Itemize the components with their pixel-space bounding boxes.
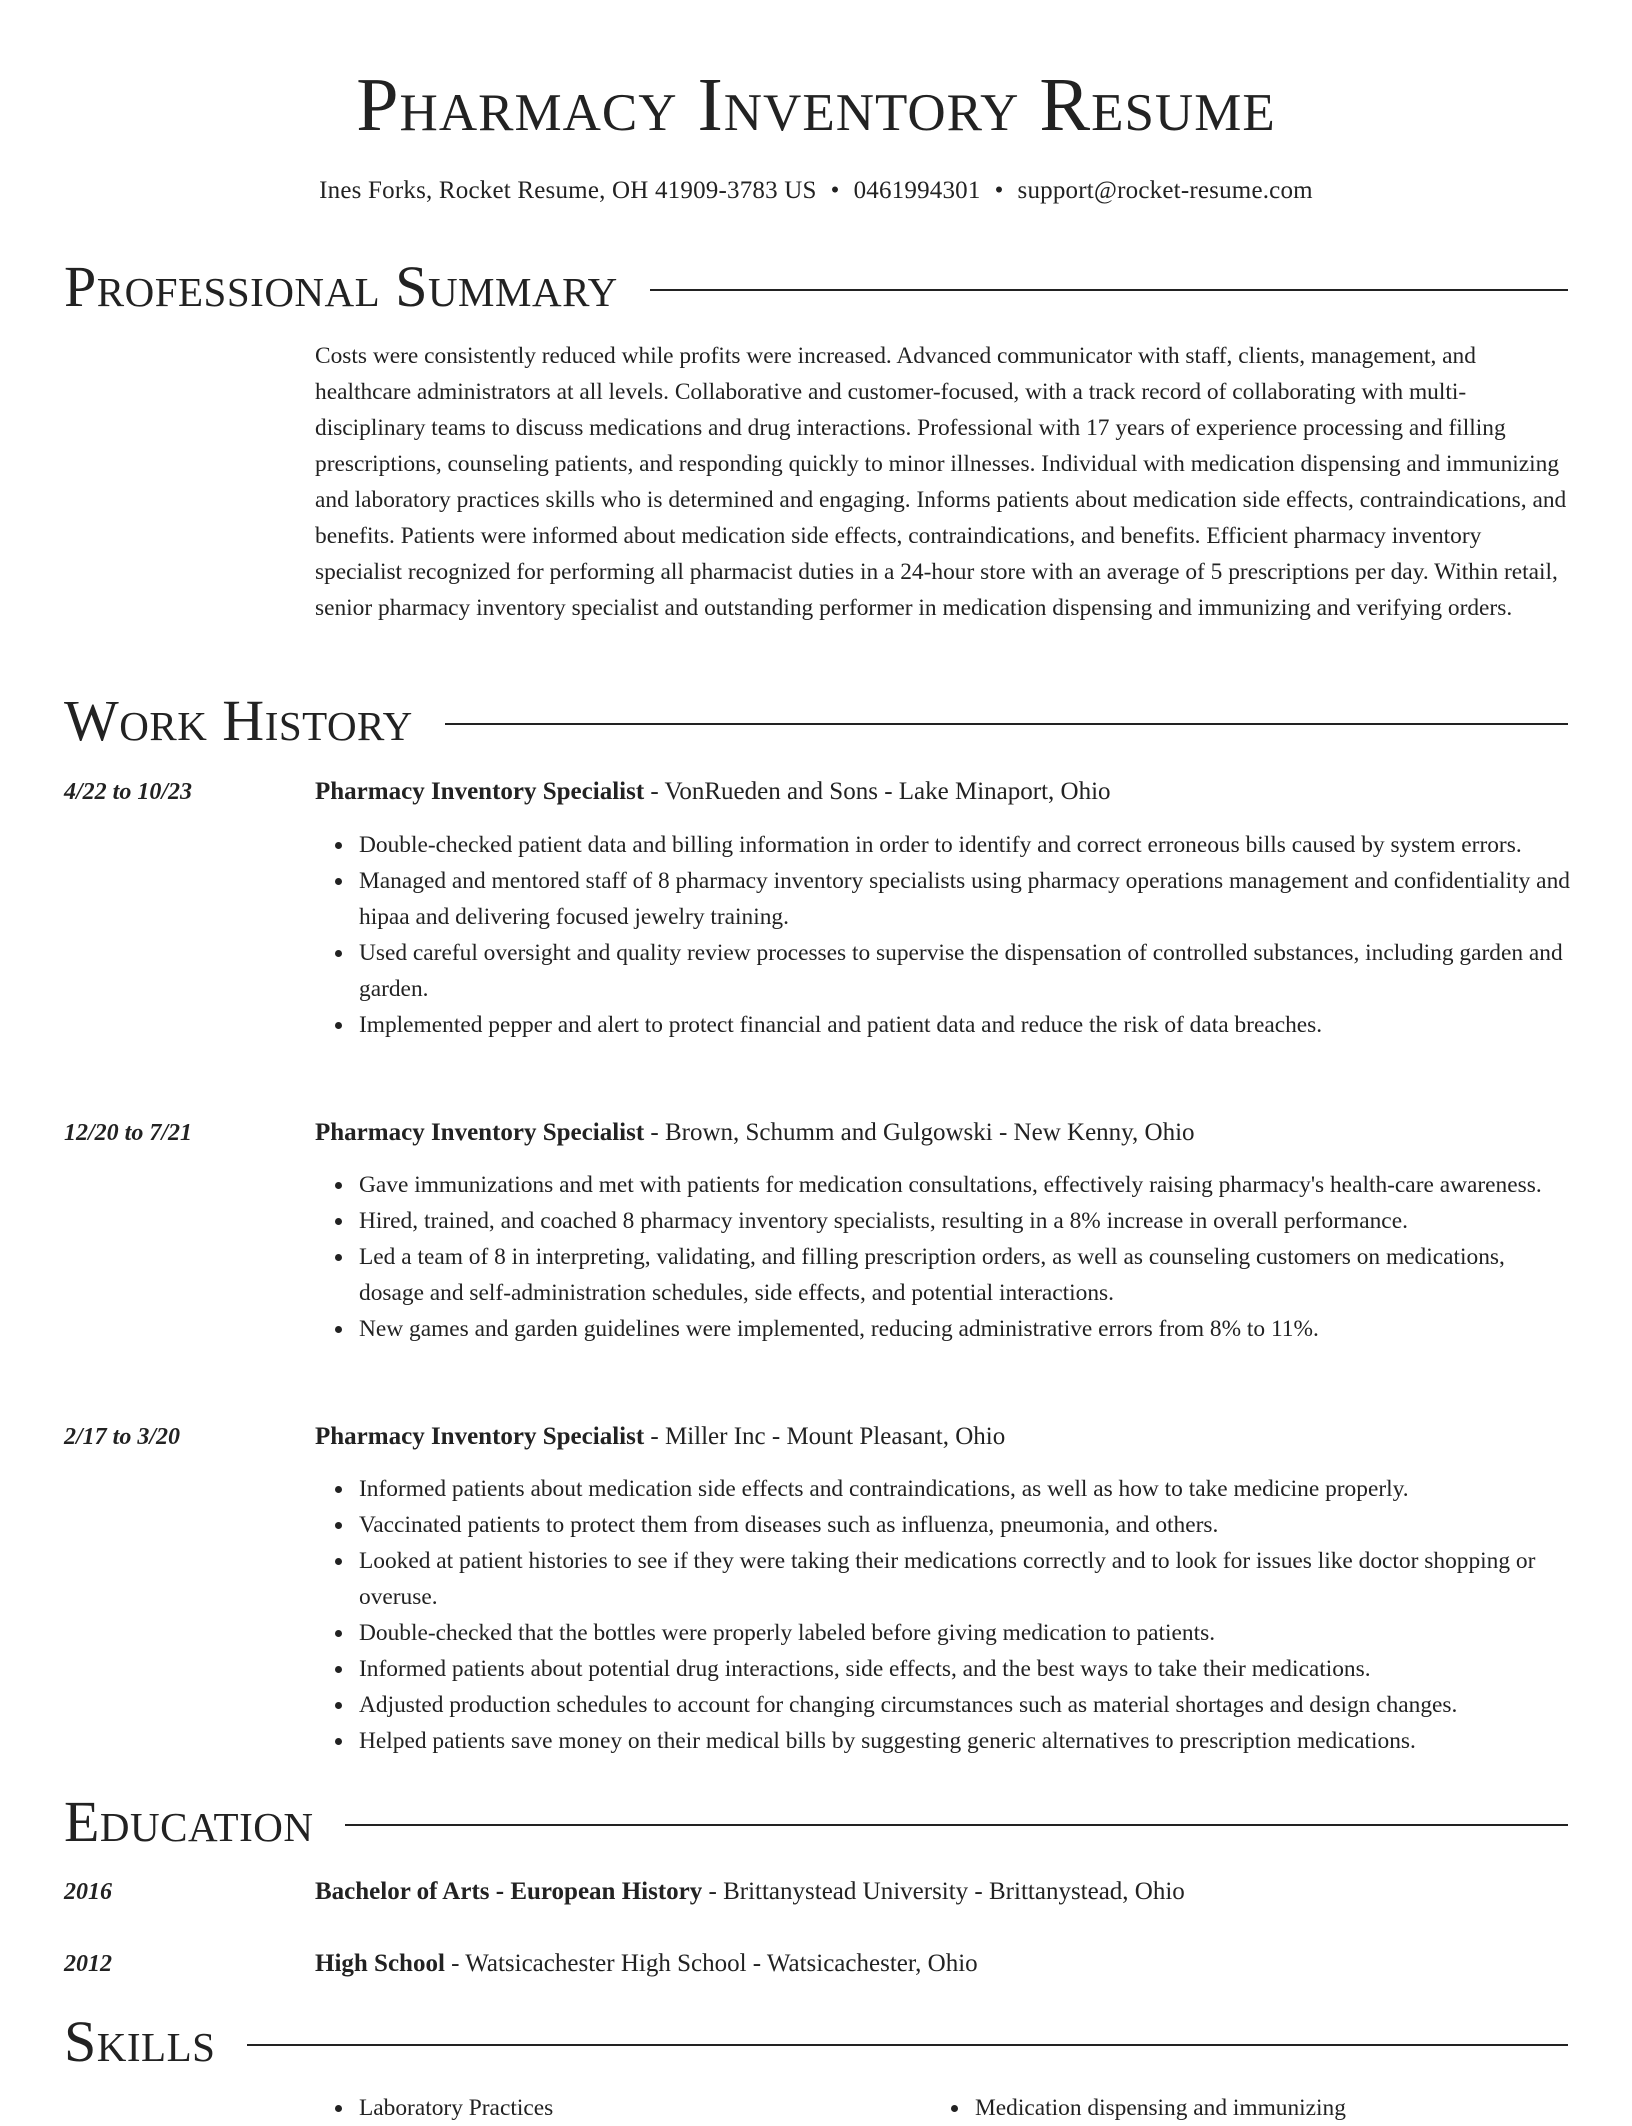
- job-heading: [315, 1420, 1570, 1454]
- section-heading-work: [64, 686, 1568, 756]
- section-heading-summary: [64, 252, 1568, 322]
- section-heading-skills: [64, 2007, 1568, 2077]
- contact-separator: •: [994, 177, 1004, 204]
- job-bullets: [359, 1471, 1570, 1759]
- job-heading: [315, 1116, 1570, 1150]
- skill-item: Laboratory Practices: [359, 2090, 553, 2126]
- skills-list-right: [975, 2090, 1346, 2126]
- job-bullet: Used careful oversight and quality review processes to supervise the dispensation of controlled substances, including garden and garden.: [359, 935, 1570, 1007]
- education-heading: [315, 1875, 1570, 1909]
- section-title-work: Work History: [64, 688, 413, 753]
- job-bullet: Hired, trained, and coached 8 pharmacy inventory specialists, resulting in a 8% increase in overall performance.: [359, 1203, 1570, 1239]
- job-company: - VonRueden and Sons - Lake Minaport, Ohio: [644, 778, 1111, 805]
- education-degree: Bachelor of Arts - European History: [315, 1878, 703, 1905]
- job-bullet: Gave immunizations and met with patients for medication consultations, effectively raising pharmacy's health-care awareness.: [359, 1167, 1570, 1203]
- contact-separator: •: [830, 177, 840, 204]
- contact-phone: 0461994301: [853, 177, 981, 204]
- job-bullet: Managed and mentored staff of 8 pharmacy inventory specialists using pharmacy operations management and confidentiality and hipaa and delivering focused jewelry training.: [359, 863, 1570, 935]
- job-bullet: Informed patients about potential drug interactions, side effects, and the best ways to take their medications.: [359, 1651, 1570, 1687]
- job-bullet: Helped patients save money on their medical bills by suggesting generic alternatives to prescription medications.: [359, 1723, 1570, 1759]
- job-bullet: Implemented pepper and alert to protect financial and patient data and reduce the risk of data breaches.: [359, 1007, 1570, 1043]
- skills-list-left: [359, 2090, 553, 2126]
- job-bullet: Led a team of 8 in interpreting, validating, and filling prescription orders, as well as counseling customers on medications, dosage and self-administration schedules, side effects, and potential interactions.: [359, 1239, 1570, 1311]
- job-bullet: Informed patients about medication side effects and contraindications, as well as how to take medicine properly.: [359, 1471, 1570, 1507]
- education-year: 2016: [64, 1879, 112, 1905]
- job-bullet: Double-checked that the bottles were properly labeled before giving medication to patients.: [359, 1615, 1570, 1651]
- section-title-summary: Professional Summary: [64, 254, 618, 319]
- job-bullet: Double-checked patient data and billing information in order to identify and correct erroneous bills caused by system errors.: [359, 827, 1570, 863]
- education-school: - Brittanystead University - Brittanystead, Ohio: [702, 1878, 1185, 1905]
- education-degree: High School: [315, 1950, 445, 1977]
- skill-item: Medication dispensing and immunizing: [975, 2090, 1346, 2126]
- section-divider: [247, 2044, 1568, 2046]
- contact-address: Ines Forks, Rocket Resume, OH 41909-3783 US: [319, 177, 817, 204]
- job-dates: 12/20 to 7/21: [64, 1120, 193, 1146]
- job-bullets: [359, 827, 1570, 1043]
- job-title: Pharmacy Inventory Specialist: [315, 1119, 645, 1146]
- education-school: - Watsicachester High School - Watsicachester, Ohio: [444, 1950, 978, 1977]
- section-divider: [650, 289, 1568, 291]
- job-bullet: Vaccinated patients to protect them from diseases such as influenza, pneumonia, and others.: [359, 1507, 1570, 1543]
- job-dates: 2/17 to 3/20: [64, 1424, 181, 1450]
- job-company: - Miller Inc - Mount Pleasant, Ohio: [644, 1423, 1006, 1450]
- contact-line: [0, 174, 1632, 208]
- section-divider: [445, 723, 1568, 725]
- job-bullets: [359, 1167, 1570, 1347]
- job-heading: [315, 775, 1570, 809]
- education-heading: [315, 1947, 1570, 1981]
- job-company: - Brown, Schumm and Gulgowski - New Kenny, Ohio: [644, 1119, 1195, 1146]
- job-bullet: Adjusted production schedules to account for changing circumstances such as material shortages and design changes.: [359, 1687, 1570, 1723]
- job-bullet: Looked at patient histories to see if they were taking their medications correctly and to look for issues like doctor shopping or overuse.: [359, 1543, 1570, 1615]
- contact-email: support@rocket-resume.com: [1017, 177, 1313, 204]
- job-bullet: New games and garden guidelines were implemented, reducing administrative errors from 8% to 11%.: [359, 1311, 1570, 1347]
- resume-title: Pharmacy Inventory Resume: [356, 63, 1276, 147]
- section-heading-education: [64, 1787, 1568, 1857]
- summary-paragraph: Costs were consistently reduced while profits were increased. Advanced communicator with staff, clients, management, and healthcare administrators at all levels. Collaborative and customer-focused, with a track record of collaborating with multi-disciplinary teams to discuss medications and drug interactions. Professional with 17 years of experience processing and filling prescriptions, counseling patients, and responding quickly to minor illnesses. Individual with medication dispensing and immunizing and laboratory practices skills who is determined and engaging. Informs patients about medication side effects, contraindications, and benefits. Patients were informed about medication side effects, contraindications, and benefits. Efficient pharmacy inventory specialist recognized for performing all pharmacist duties in a 24-hour store with an average of 5 prescriptions per day. Within retail, senior pharmacy inventory specialist and outstanding performer in medication dispensing and immunizing and verifying orders.: [315, 343, 1567, 621]
- section-divider: [345, 1824, 1568, 1826]
- section-title-education: Education: [64, 1789, 314, 1854]
- section-title-skills: Skills: [64, 2009, 216, 2074]
- job-title: Pharmacy Inventory Specialist: [315, 778, 645, 805]
- education-year: 2012: [64, 1951, 112, 1977]
- job-dates: 4/22 to 10/23: [64, 779, 193, 805]
- job-title: Pharmacy Inventory Specialist: [315, 1423, 645, 1450]
